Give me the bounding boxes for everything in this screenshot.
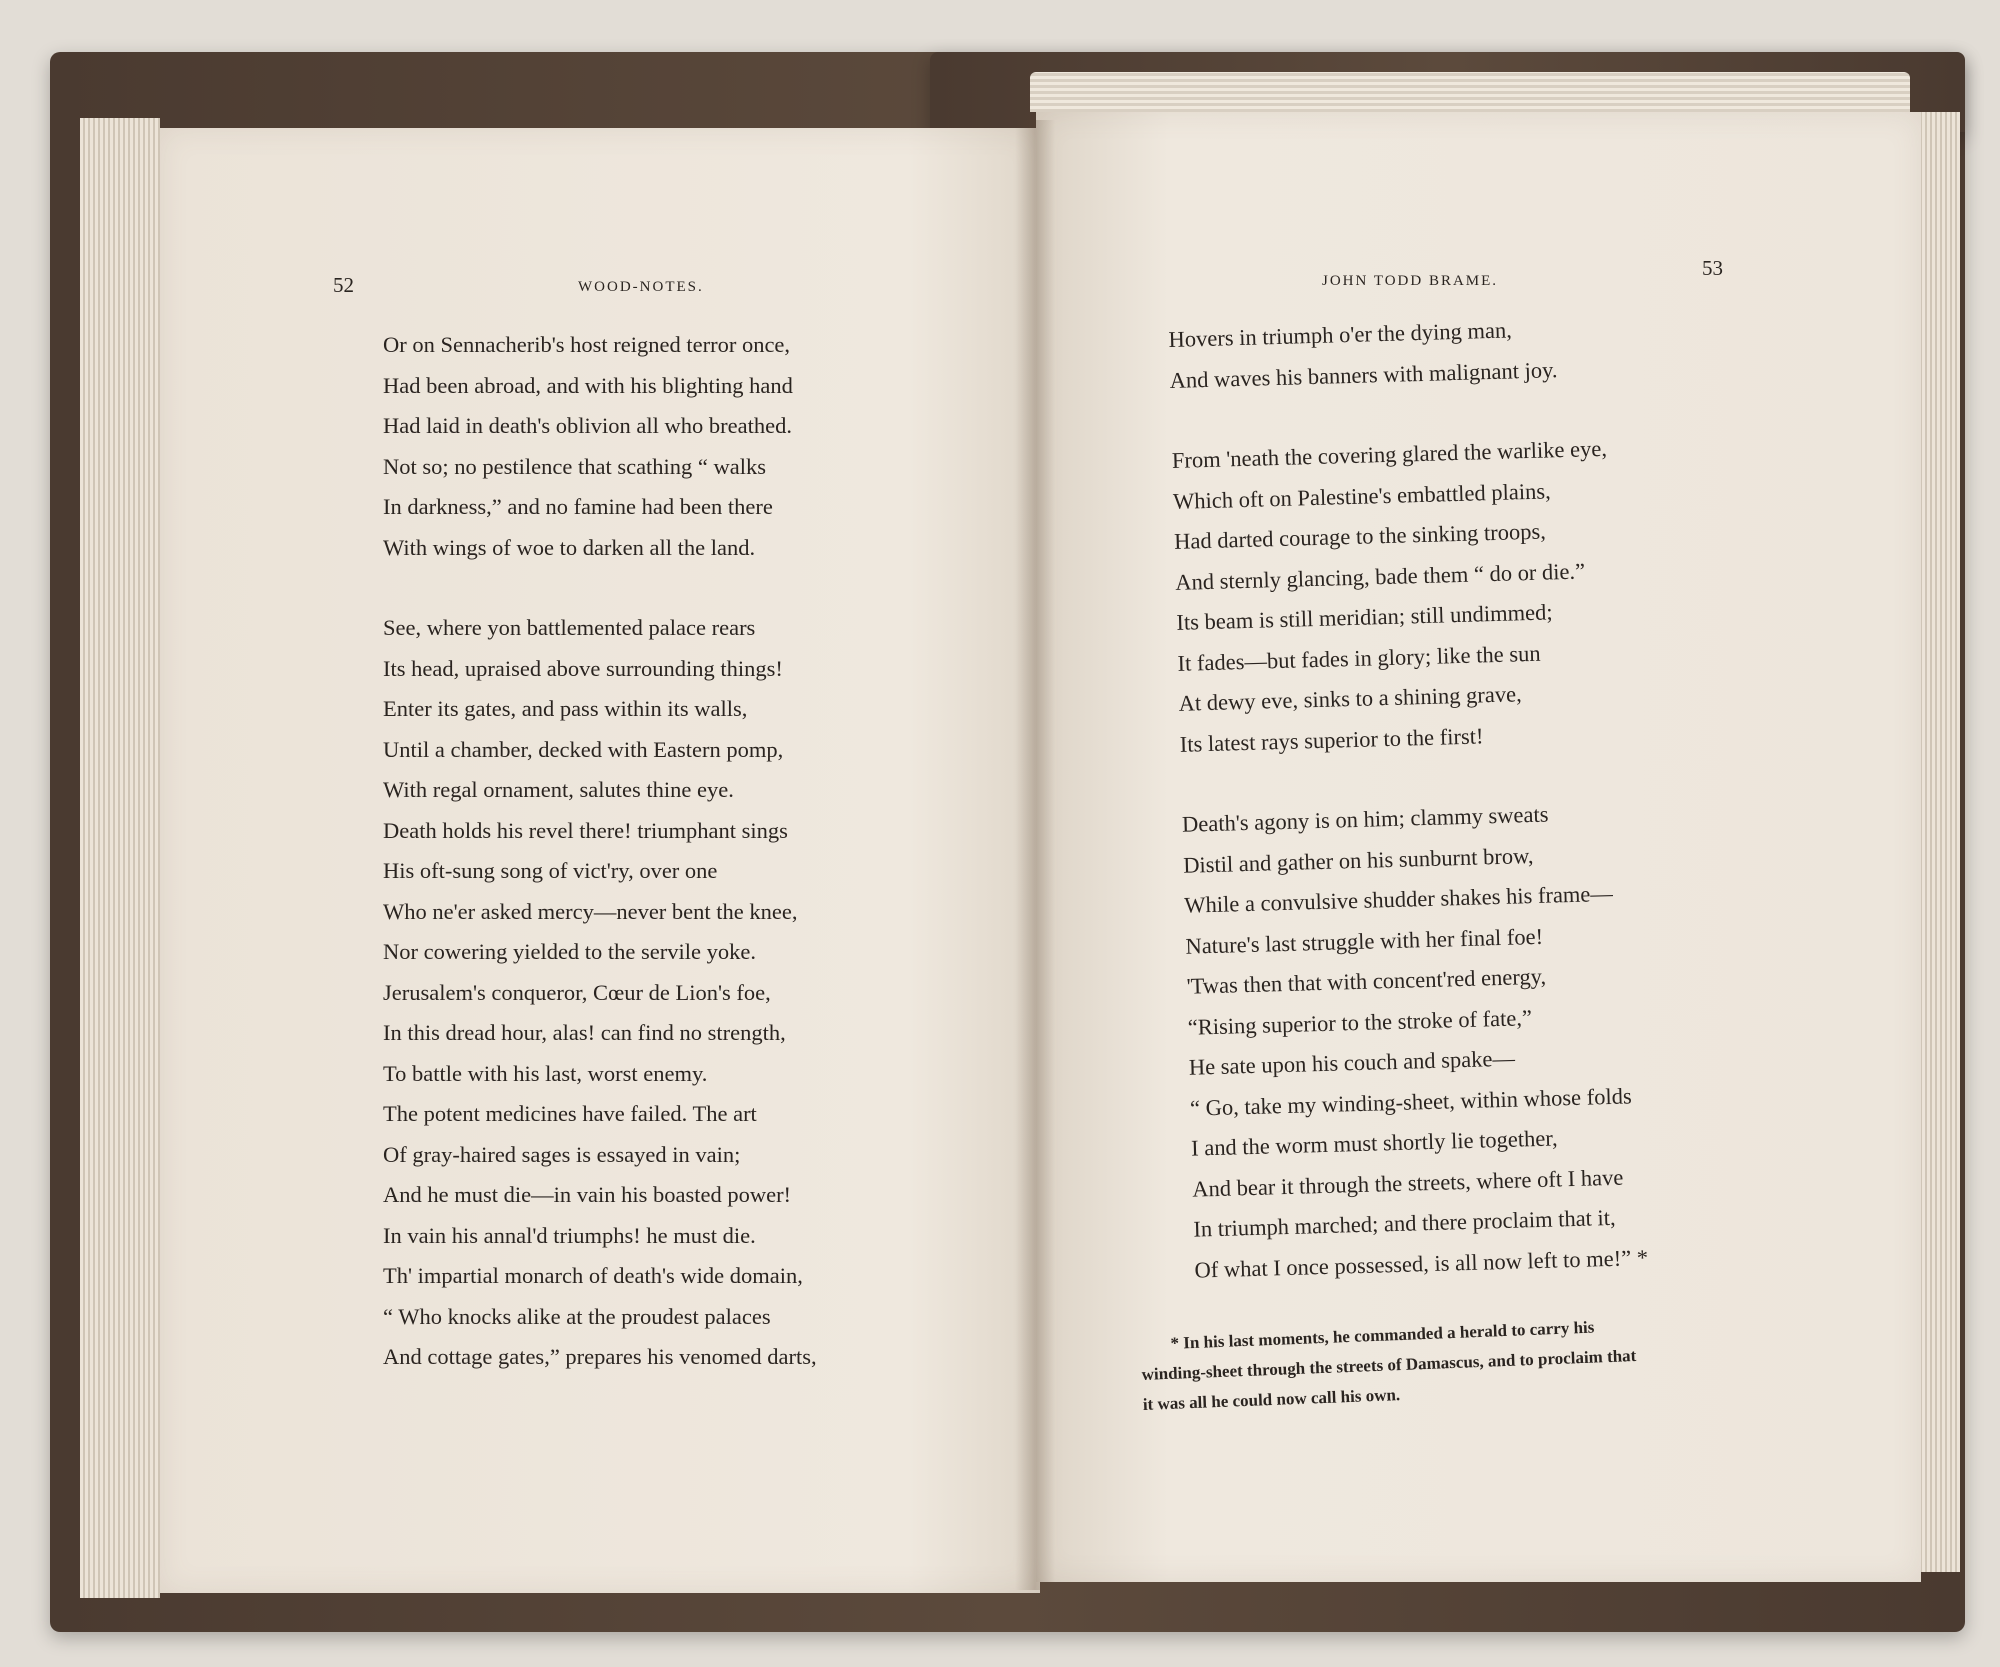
right-verse-block <box>1168 307 1649 1290</box>
footnote-line: winding-sheet through the streets of Damascus, and to proclaim that <box>1141 1345 1637 1384</box>
verse-line: “ Who knocks alike at the proudest palaces <box>383 1303 771 1329</box>
verse-line: Or on Sennacherib's host reigned terror once, <box>383 332 791 357</box>
verse-line: In vain his annal'd triumphs! he must die. <box>383 1222 756 1248</box>
verse-stanza <box>1168 307 1624 401</box>
verse-line: While a convulsive shudder shakes his frame— <box>1183 880 1614 918</box>
verse-line: Who ne'er asked mercy—never bent the knee, <box>383 898 798 924</box>
verse-line: Until a chamber, decked with Eastern pomp, <box>383 736 784 762</box>
footnote <box>1140 1311 1638 1420</box>
left-running-head: WOOD-NOTES. <box>578 279 704 295</box>
verse-stanza <box>1171 428 1634 765</box>
verse-line: Its latest rays superior to the first! <box>1179 722 1484 757</box>
verse-line: Its head, upraised above surrounding things! <box>383 655 783 681</box>
verse-line: To battle with his last, worst enemy. <box>383 1060 708 1086</box>
book-gutter <box>1015 120 1055 1590</box>
stanza-break <box>383 568 817 608</box>
verse-line: Death holds his revel there! triumphant sings <box>383 817 788 843</box>
right-page-number: 53 <box>1702 256 1723 280</box>
footnote-line: * In his last moments, he commanded a herald to carry his <box>1170 1317 1595 1353</box>
verse-line: With regal ornament, salutes thine eye. <box>383 777 734 802</box>
verse-stanza <box>383 608 817 1378</box>
verse-line: In this dread hour, alas! can find no strength, <box>383 1020 786 1045</box>
verse-line: His oft-sung song of vict'ry, over one <box>383 858 718 883</box>
page-block-top-edges <box>1030 72 1910 112</box>
verse-line: And waves his banners with malignant joy. <box>1169 356 1558 393</box>
verse-line: At dewy eve, sinks to a shining grave, <box>1178 681 1522 716</box>
page-block-left-edges <box>80 118 160 1598</box>
left-verse-block <box>383 325 817 1378</box>
verse-line: With wings of woe to darken all the land. <box>383 534 756 560</box>
verse-line: I and the worm must shortly lie together, <box>1190 1125 1558 1161</box>
verse-line: “Rising superior to the stroke of fate,” <box>1187 1004 1533 1040</box>
verse-line: Death's agony is on him; clammy sweats <box>1181 801 1549 837</box>
left-page-number: 52 <box>333 273 354 297</box>
verse-line: In triumph marched; and there proclaim that it, <box>1193 1204 1616 1242</box>
verse-line: Nor cowering yielded to the servile yoke. <box>383 939 757 964</box>
verse-line: 'Twas then that with concent'red energy, <box>1186 963 1547 999</box>
verse-line: Had darted courage to the sinking troops, <box>1173 518 1547 554</box>
verse-line: Hovers in triumph o'er the dying man, <box>1168 317 1513 352</box>
verse-stanza <box>383 325 817 568</box>
verse-line: “ Go, take my winding-sheet, within whose folds <box>1189 1082 1632 1121</box>
verse-line: The potent medicines have failed. The art <box>383 1101 757 1126</box>
verse-line: Of what I once possessed, is all now left to me!” * <box>1194 1244 1649 1283</box>
verse-line: He sate upon his couch and spake— <box>1188 1045 1516 1080</box>
verse-line: Its beam is still meridian; still undimmed; <box>1176 599 1553 635</box>
verse-line: From 'neath the covering glared the warlike eye, <box>1171 435 1608 473</box>
verse-line: Had been abroad, and with his blighting hand <box>383 372 793 398</box>
verse-line: Of gray-haired sages is essayed in vain; <box>383 1141 741 1167</box>
footnote-line: it was all he could now call his own. <box>1142 1385 1401 1414</box>
verse-line: In darkness,” and no famine had been there <box>383 494 773 519</box>
verse-line: And he must die—in vain his boasted power! <box>383 1182 792 1207</box>
verse-line: And cottage gates,” prepares his venomed darts, <box>383 1344 817 1369</box>
verse-line: And bear it through the streets, where oft I have <box>1191 1164 1624 1202</box>
verse-line: Nature's last struggle with her final foe! <box>1185 923 1544 959</box>
verse-line: Jerusalem's conqueror, Cœur de Lion's foe, <box>383 979 771 1005</box>
verse-line: Th' impartial monarch of death's wide domain, <box>383 1263 803 1288</box>
verse-line: Enter its gates, and pass within its walls, <box>383 696 748 721</box>
verse-line: Not so; no pestilence that scathing “ walks <box>383 453 767 479</box>
verse-stanza <box>1182 792 1649 1290</box>
verse-line: Had laid in death's oblivion all who breathed. <box>383 413 792 438</box>
verse-line: Distil and gather on his sunburnt brow, <box>1182 842 1534 878</box>
verse-line: See, where yon battlemented palace rears <box>383 615 756 640</box>
verse-line: It fades—but fades in glory; like the sun <box>1177 640 1541 676</box>
verse-line: Which oft on Palestine's embattled plains, <box>1172 477 1551 514</box>
right-running-head: JOHN TODD BRAME. <box>1322 273 1499 289</box>
verse-line: And sternly glancing, bade them “ do or die.” <box>1174 557 1586 595</box>
